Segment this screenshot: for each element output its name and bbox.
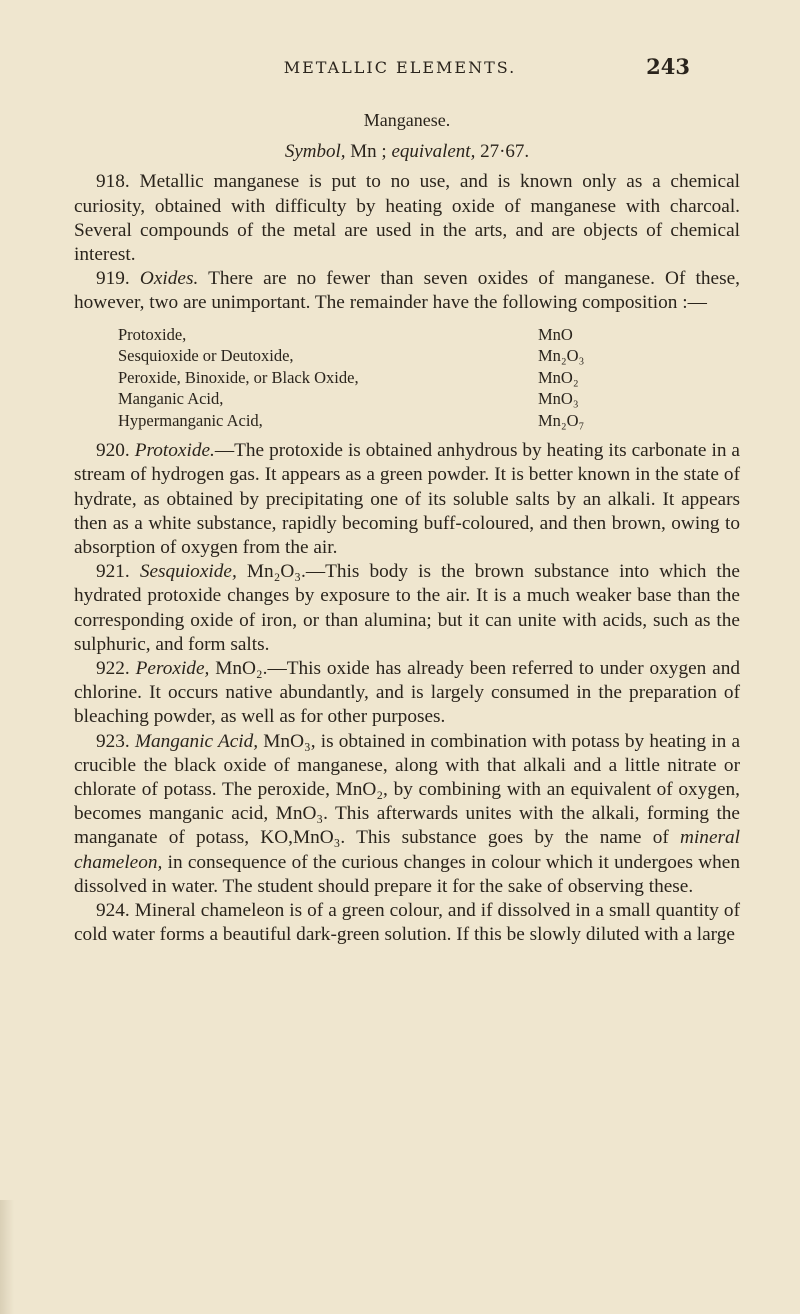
paragraph-heading: Peroxide, bbox=[135, 657, 210, 679]
table-row bbox=[118, 345, 622, 367]
table-row bbox=[118, 324, 622, 346]
table-row bbox=[118, 388, 622, 410]
oxide-formula: MnO₂ bbox=[538, 367, 579, 387]
running-head-title: METALLIC ELEMENTS. bbox=[283, 58, 517, 77]
paragraph-number: 920. bbox=[96, 440, 130, 462]
table-row bbox=[118, 410, 622, 432]
paragraph-921 bbox=[74, 560, 740, 657]
oxide-name: Hypermanganic Acid, bbox=[118, 410, 263, 430]
paragraph-text: MnO₂.—This oxide has already been referred to under oxygen and chlorine. It occurs native abundantly, and is largely consumed in the preparation of bleaching powder, as well as for other purposes. bbox=[74, 657, 740, 728]
paragraph-heading: Protoxide. bbox=[134, 440, 215, 462]
oxide-formula: MnO₃ bbox=[538, 389, 579, 409]
paragraph-920 bbox=[74, 439, 740, 560]
symbol-value: Mn ; bbox=[345, 141, 392, 163]
paragraph-heading: Sesquioxide, bbox=[139, 561, 237, 583]
oxide-formula: Mn₂O₃ bbox=[538, 346, 585, 366]
paragraph-number: 921. bbox=[96, 561, 130, 583]
oxide-name: Manganic Acid, bbox=[118, 389, 224, 409]
symbol-line bbox=[74, 140, 740, 164]
italic-term: mineral chameleon, bbox=[74, 827, 740, 873]
paragraph-924: 924. Mineral chameleon is of a green colour, and if dissolved in a small quantity of cold water forms a beautiful dark-green solution. If this be slowly diluted with a large bbox=[74, 899, 740, 946]
paragraph-text: —The protoxide is obtained anhydrous by heating its carbonate in a stream of hydrogen gas. It appears as a green powder. It is better known in the state of hydrate, as obtained by precipitating one of its soluble salts by an alkali. It appears then as a white substance, rapidly becoming buff-coloured, and then brown, owing to absorption of oxygen from the air. bbox=[74, 440, 740, 558]
running-head bbox=[0, 52, 800, 82]
page-edge-shadow bbox=[0, 1200, 14, 1314]
oxide-formula: MnO bbox=[538, 324, 573, 344]
paragraph-number: 922. bbox=[96, 657, 130, 679]
equivalent-value: 27·67. bbox=[475, 141, 530, 163]
oxide-name: Peroxide, Binoxide, or Black Oxide, bbox=[118, 367, 359, 387]
paragraph-number: 923. bbox=[96, 730, 130, 752]
oxide-name: Protoxide, bbox=[118, 324, 187, 344]
section-title: Manganese. bbox=[363, 110, 451, 130]
paragraph-text: Mn₂O₃.—This body is the brown substance into which the hydrated protoxide changes by exposure to the air. It is a much weaker base than the corresponding oxide of iron, or than alumina; but it can unite with acids, such as the sulphuric, and form salts. bbox=[74, 561, 740, 655]
oxides-table bbox=[118, 324, 622, 432]
paragraph-text: MnO₃, is obtained in combination with potass by heating in a crucible the black oxide of manganese, along with that alkali and a little nitrate or chlorate of potass. The peroxide, MnO₂, by combining with an equivalent of oxygen, becomes manganic acid, MnO₃. This afterwards unites with the alkali, forming the manganate of potass, KO,MnO₃. This substance goes by the name of bbox=[74, 730, 741, 849]
paragraph-923 bbox=[74, 730, 740, 899]
page-number: 243 bbox=[646, 54, 690, 79]
paragraph-text: in consequence of the curious changes in colour which it undergoes when dissolved in water. The student should prepare it for the sake of observing these. bbox=[74, 851, 740, 897]
paragraph-heading: Manganic Acid, bbox=[134, 730, 259, 752]
symbol-label: Symbol, bbox=[284, 141, 346, 163]
paragraph-number: 919. bbox=[96, 268, 130, 290]
oxide-formula: Mn₂O₇ bbox=[538, 410, 585, 430]
paragraph-919 bbox=[74, 267, 740, 315]
equivalent-label: equivalent, bbox=[391, 141, 476, 163]
paragraph-text: There are no fewer than seven oxides of manganese. Of these, however, two are unimportant. The remainder have the following composition :— bbox=[74, 268, 740, 314]
paragraph-918: 918. Metallic manganese is put to no use, and is known only as a chemical curiosity, obtained with difficulty by heating oxide of manganese with charcoal. Several compounds of the metal are used in the arts, and are objects of chemical interest. bbox=[74, 171, 740, 266]
paragraph-heading: Oxides. bbox=[139, 268, 199, 290]
page-content bbox=[74, 108, 740, 947]
table-row bbox=[118, 367, 622, 389]
oxide-name: Sesquioxide or Deutoxide, bbox=[118, 346, 294, 366]
paragraph-922 bbox=[74, 657, 740, 730]
